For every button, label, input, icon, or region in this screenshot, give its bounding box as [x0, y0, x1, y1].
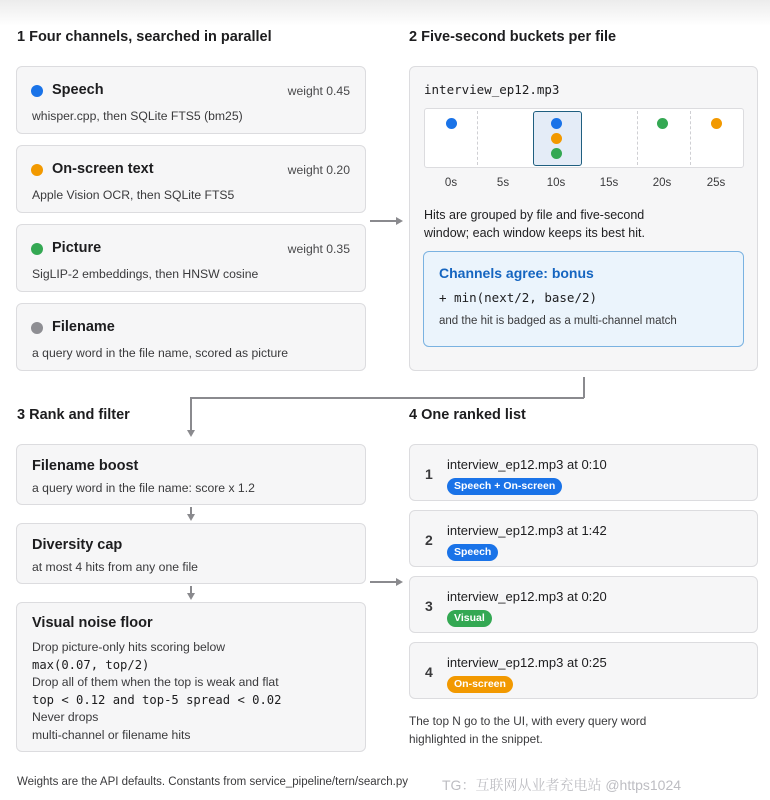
- section-title-channels: 1 Four channels, searched in parallel: [17, 29, 272, 45]
- result-rank: 1: [425, 466, 433, 482]
- channel-name: Filename: [52, 319, 115, 335]
- channel-desc: Apple Vision OCR, then SQLite FTS5: [32, 188, 235, 202]
- filter-line: a query word in the file name: score x 1.2: [32, 481, 255, 495]
- section-title-rank: 3 Rank and filter: [17, 407, 130, 423]
- picture-hit-dot: [551, 148, 562, 159]
- result-item[interactable]: [409, 642, 758, 699]
- arrow-down-icon: [187, 514, 195, 521]
- channel-weight: weight 0.20: [287, 163, 350, 177]
- section-title-ranked: 4 One ranked list: [409, 407, 526, 423]
- onscreen-hit-dot: [551, 133, 562, 144]
- channel-weight: weight 0.35: [287, 242, 350, 256]
- filename-dot-icon: [31, 322, 43, 334]
- arrow-down-icon: [187, 430, 195, 437]
- bonus-formula: + min(next/2, base/2): [439, 290, 598, 305]
- filter-line: Drop picture-only hits scoring below: [32, 640, 226, 654]
- timeline: [424, 108, 744, 168]
- channel-card-speech: [16, 66, 366, 134]
- connector-line: [370, 220, 397, 222]
- bucket-divider: [637, 111, 638, 165]
- filter-lines: [32, 639, 281, 744]
- connector-line: [583, 377, 585, 398]
- filter-card-visual-noise-floor: [16, 602, 366, 752]
- result-time: at 0:25: [566, 655, 607, 670]
- timeline-tick-label: 0s: [444, 177, 458, 189]
- result-item[interactable]: [409, 444, 758, 501]
- channel-weight: weight 0.45: [287, 84, 350, 98]
- result-time: at 1:42: [566, 523, 607, 538]
- channel-card-onscreen: [16, 145, 366, 213]
- filter-code: top < 0.12 and top-5 spread < 0.02: [32, 692, 282, 707]
- channel-desc: a query word in the file name, scored as picture: [32, 346, 289, 360]
- filter-line: multi-channel or filename hits: [32, 727, 191, 742]
- speech-hit-dot: [446, 118, 457, 129]
- result-item[interactable]: [409, 576, 758, 633]
- filter-card-filename-boost: [16, 444, 366, 505]
- result-rank: 3: [425, 598, 433, 614]
- channel-desc: SigLIP-2 embeddings, then HNSW cosine: [32, 267, 259, 281]
- bucket-caption: [424, 206, 645, 242]
- bonus-box: [423, 251, 744, 347]
- arrow-right-icon: [396, 217, 403, 225]
- result-file: interview_ep12.mp3: [447, 457, 564, 472]
- arrow-down-icon: [187, 593, 195, 600]
- channel-card-picture: [16, 224, 366, 292]
- result-title: [447, 457, 607, 472]
- onscreen-dot-icon: [31, 164, 43, 176]
- timeline-tick-label: 15s: [599, 177, 619, 189]
- timeline-tick-label: 10s: [546, 177, 566, 189]
- arrow-right-icon: [396, 578, 403, 586]
- picture-dot-icon: [31, 243, 43, 255]
- results-caption: [409, 712, 646, 748]
- filter-line: at most 4 hits from any one file: [32, 560, 198, 574]
- bucket-caption-line: window; each window keeps its best hit.: [424, 226, 645, 240]
- bucket-caption-line: Hits are grouped by file and five-second: [424, 208, 645, 222]
- result-time: at 0:10: [566, 457, 607, 472]
- timeline-tick-label: 5s: [496, 177, 510, 189]
- channel-desc: whisper.cpp, then SQLite FTS5 (bm25): [32, 109, 243, 123]
- connector-line: [190, 397, 192, 431]
- result-file: interview_ep12.mp3: [447, 655, 564, 670]
- channel-badge: Speech + On-screen: [447, 478, 562, 495]
- channel-badge: Speech: [447, 544, 498, 561]
- section-title-buckets: 2 Five-second buckets per file: [409, 29, 617, 45]
- result-time: at 0:20: [566, 589, 607, 604]
- results-caption-line: The top N go to the UI, with every query word: [409, 714, 647, 728]
- bucket-divider: [690, 111, 691, 165]
- result-rank: 4: [425, 664, 433, 680]
- filter-title: Diversity cap: [32, 537, 123, 553]
- result-rank: 2: [425, 532, 433, 548]
- timeline-tick-label: 20s: [652, 177, 672, 189]
- bucket-filename: interview_ep12.mp3: [424, 82, 560, 97]
- filter-line: Drop all of them when the top is weak and flat: [32, 675, 279, 689]
- picture-hit-dot: [657, 118, 668, 129]
- result-file: interview_ep12.mp3: [447, 589, 564, 604]
- footer-note: Weights are the API defaults. Constants from service_pipeline/tern/search.py: [17, 776, 408, 788]
- results-caption-line: highlighted in the snippet.: [409, 732, 543, 746]
- connector-line: [370, 581, 397, 583]
- channel-name: On-screen text: [52, 161, 154, 177]
- channel-badge: Visual: [447, 610, 492, 627]
- result-title: [447, 523, 607, 538]
- channel-name: Picture: [52, 240, 102, 256]
- channel-badge: On-screen: [447, 676, 513, 693]
- timeline-tick-label: 25s: [706, 177, 726, 189]
- bonus-title: Channels agree: bonus: [439, 265, 594, 281]
- top-shadow: [0, 0, 770, 26]
- watermark: TG：互联网从业者充电站 @https1024: [442, 777, 682, 793]
- bucket-divider: [477, 111, 478, 165]
- result-title: [447, 589, 607, 604]
- result-title: [447, 655, 607, 670]
- filter-title: Visual noise floor: [32, 615, 153, 631]
- result-item[interactable]: [409, 510, 758, 567]
- speech-dot-icon: [31, 85, 43, 97]
- channel-card-filename: [16, 303, 366, 371]
- speech-hit-dot: [551, 118, 562, 129]
- result-file: interview_ep12.mp3: [447, 523, 564, 538]
- bonus-note: and the hit is badged as a multi-channel match: [439, 315, 677, 327]
- connector-line: [190, 397, 584, 399]
- channel-name: Speech: [52, 82, 104, 98]
- onscreen-hit-dot: [711, 118, 722, 129]
- filter-line: Never drops: [32, 710, 99, 724]
- filter-code: max(0.07, top/2): [32, 657, 150, 672]
- filter-card-diversity-cap: [16, 523, 366, 584]
- filter-title: Filename boost: [32, 458, 139, 474]
